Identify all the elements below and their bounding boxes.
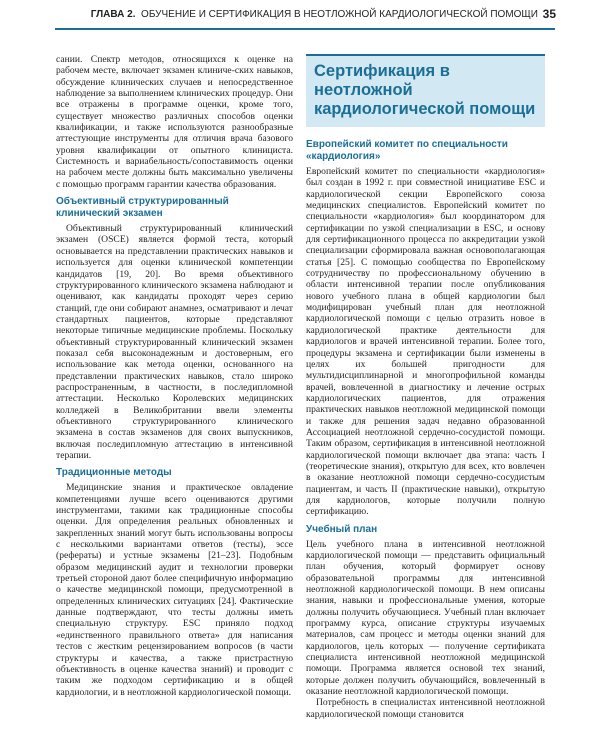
heading-curriculum: Учебный план (306, 523, 378, 535)
paragraph-traditional-methods: Медицинские знания и практическое овладение компетенциями лучше всего оцениваются другими инструментами, такими как традиционные способы оценки. Для определения реальных обновленных и закрепленных знаний могут быть использованы вопросы с несколькими вариантами ответов (тесты), эссе (рефераты) и устные экзамены [21–23]. Подобным образом медицинский аудит и технологии проверки третьей стороной дают более специфичную информацию о качестве медицинской помощи, предусмотренной в определенных клинических ситуациях [24]. Фактические данные подтверждают, что тесты должны иметь специальную структуру. ESC приняло подход «единственного правильного ответа» для написания тестов с жестким рецензированием вопросов (в части структуры и качества, а также пристрастную объективность в оценке качества знаний) и проводит с таким же подходом сертификацию и в общей кардиологии, и в неотложной кардиологической помощи. (56, 482, 293, 698)
chapter-label: ГЛАВА 2. (90, 9, 136, 20)
right-column (306, 54, 545, 720)
paragraph-specialist-need: Потребность в специалистах интенсивной неотложной кардиологической помощи становится (306, 697, 545, 720)
running-head-title (91, 9, 538, 20)
heading-traditional-methods: Традиционные методы (56, 467, 172, 479)
running-header (0, 0, 600, 40)
paragraph-european-committee: Европейский комитет по специальности «кардиология» был создан в 1992 г. при совместной инициативе ESC и кардиологической секции Европейского союза медицинских специалистов. Европейский комитет по специальности «кардиология» был координатором для сертификации по узкой специализации в ESC, и основу для сертификационного процесса по аккредитации узкой специализации сформировала важная основополагающая статья [25]. С помощью сообщества по Европейскому сотрудничеству по профессиональному обучению в области интенсивной терапии после опубликования нового учебного плана в общей кардиологии был модифицирован учебный план для неотложной кардиологической помощи с целью отразить новое в кардиологической практике деятельности для кардиологов и врачей интенсивной терапии. Более того, процедуры экзамена и сертификации были изменены в целях их большей пригодности для мультидисциплинарной и многопрофильной команды врачей, вовлеченной в диагностику и лечение острых кардиологических пациентов, для отражения практических навыков неотложной медицинской помощи и также для решения задач недавно образованной Ассоциацией неотложной сердечно-сосудистой помощи. Таким образом, сертификация в интенсивной неотложной кардиологической помощи включает два этапа: часть I (теоретические знания), открытую для всех, кто вовлечен в оказание неотложной помощи сердечно-сосудистым пациентам, и часть II (практические навыки), открытую для кардиологов, которые получили полную сертификацию. (306, 166, 545, 518)
heading-european-committee: Европейский комитет по специальности «кардиология» (306, 139, 508, 162)
section-title-box (306, 54, 545, 127)
section-title: Сертификация в неотложной кардиологической помощи (314, 62, 536, 118)
paragraph-osce: Объективный структурированный клинический экзамен (OSCE) является формой теста, который основывается на представлении практических навыков и используется для оценки клинической компетенции кандидатов [19, 20]. Во время объективного структурированного клинического экзамена наблюдают и оценивают, как кандидаты проходят через серию станций, где они собирают анамнез, осматривают и лечат стандартных пациентов, которые представляют некоторые типичные медицинские проблемы. Поскольку объективный структурированный клинический экзамен показал себя высоконадежным и достоверным, его использование как метода оценки, основанного на представлении практических навыков, стало широко распространенным, в частности, в последипломной аттестации. Несколько Королевских медицинских колледжей в Великобритании ввели элементы объективного структурированного клинического экзамена в состав экзаменов для своих выпускников, включая последипломную аттестацию в интенсивной терапии. (56, 223, 293, 461)
chapter-title: ОБУЧЕНИЕ И СЕРТИФИКАЦИЯ В НЕОТЛОЖНОЙ КАРДИОЛОГИЧЕСКОЙ ПОМОЩИ (141, 9, 538, 20)
page-number: 35 (542, 7, 556, 21)
header-rule (55, 28, 555, 30)
left-column (56, 54, 293, 698)
paragraph-curriculum: Цель учебного плана в интенсивной неотложной кардиологической помощи — представить официальный план обучения, который формирует основу образовательной программы для интенсивной неотложной кардиологической помощи. В нем описаны знания, навыки и профессиональные умения, которые должны получить обучающиеся. Учебный план включает программу курса, описание структуры изучаемых материалов, сам процесс и методы оценки знаний для кардиологов, цель которых — получение сертификата специалиста интенсивной неотложной медицинской помощи. Программа является основой тех знаний, которые должен получить обучающийся, вовлеченный в оказание неотложной кардиологической помощи. (306, 538, 545, 698)
paragraph-assessment-methods: сании. Спектр методов, относящихся к оценке на рабочем месте, включает экзамен клиниче-ских навыков, обсуждение клинических случаев и непосредственное наблюдение за выполнением клинических процедур. Они все отражены в программе оценки, кроме того, существует множество различных способов оценки квалификации, и также используются разнообразные аттестующие инструменты для отличия врача базового уровня квалификации от опытного клинициста. Системность и вариабельность/сопоставимость оценки на рабочем месте должны быть максимально увеличены с помощью программ гарантии качества образования. (56, 54, 293, 190)
heading-osce: Объективный структурированный клинический экзамен (56, 196, 229, 220)
